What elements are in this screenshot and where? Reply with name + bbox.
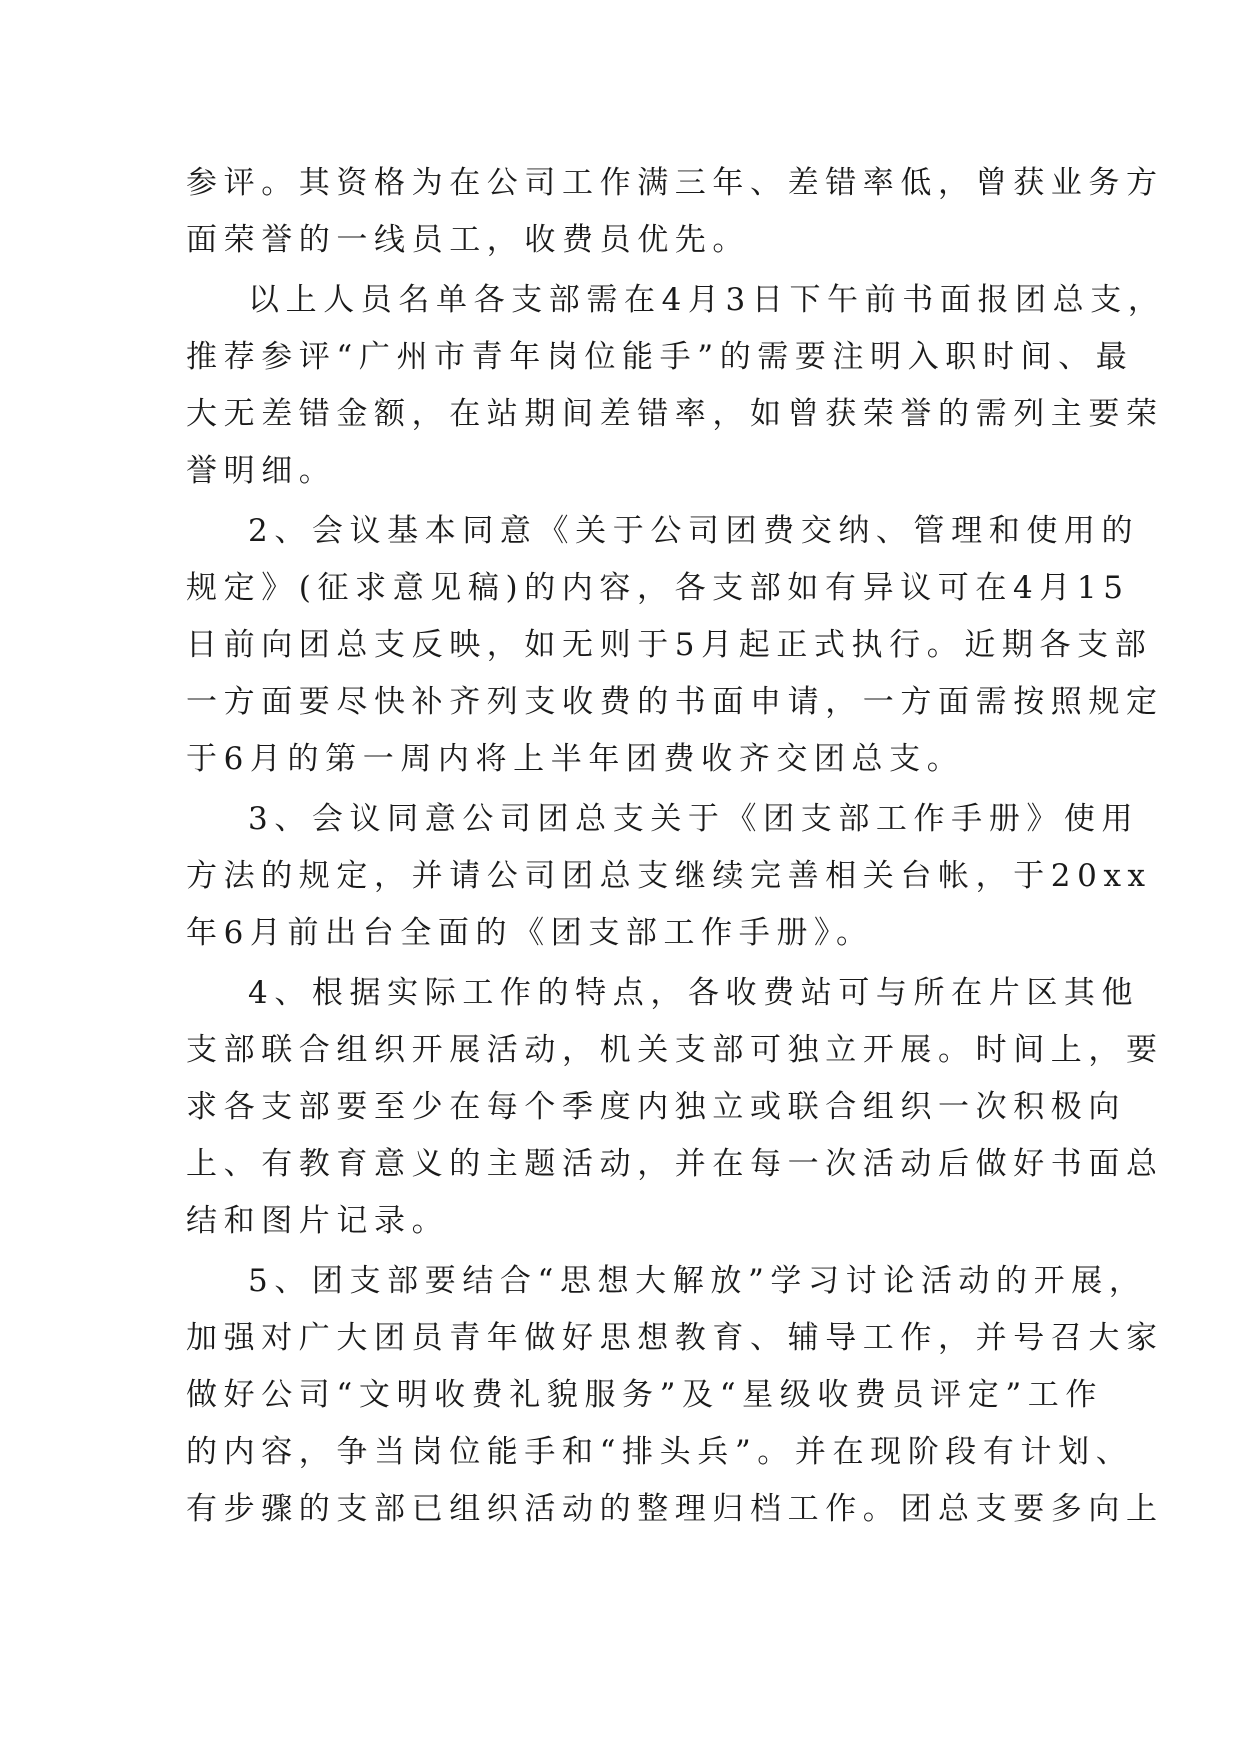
text-line: 规定》(征求意见稿)的内容，各支部如有异议可在4月15: [186, 570, 1130, 606]
text-line: 2、会议基本同意《关于公司团费交纳、管理和使用的: [248, 513, 1140, 549]
text-line: 有步骤的支部已组织活动的整理归档工作。团总支要多向上: [186, 1491, 1164, 1527]
text-line: 求各支部要至少在每个季度内独立或联合组织一次积极向: [186, 1089, 1126, 1125]
text-line: 结和图片记录。: [186, 1203, 450, 1239]
text-line: 的内容，争当岗位能手和“排头兵”。并在现阶段有计划、: [186, 1434, 1134, 1470]
text-line: 3、会议同意公司团总支关于《团支部工作手册》使用: [248, 801, 1140, 837]
text-line: 上、有教育意义的主题活动，并在每一次活动后做好书面总: [186, 1146, 1164, 1182]
text-line: 方法的规定，并请公司团总支继续完善相关台帐，于20xx: [186, 858, 1152, 894]
text-line: 面荣誉的一线员工，收费员优先。: [186, 222, 750, 258]
text-line: 大无差错金额，在站期间差错率，如曾获荣誉的需列主要荣: [186, 396, 1164, 432]
text-line: 5、团支部要结合“思想大解放”学习讨论活动的开展，: [248, 1263, 1147, 1299]
text-line: 年6月前出台全面的《团支部工作手册》。: [186, 915, 874, 951]
text-line: 于6月的第一周内将上半年团费收齐交团总支。: [186, 741, 965, 777]
text-line: 4、根据实际工作的特点，各收费站可与所在片区其他: [248, 975, 1140, 1011]
text-line: 参评。其资格为在公司工作满三年、差错率低，曾获业务方: [186, 165, 1164, 201]
text-line: 推荐参评“广州市青年岗位能手”的需要注明入职时间、最: [186, 339, 1134, 375]
text-line: 誉明细。: [186, 453, 337, 489]
text-line: 以上人员名单各支部需在4月3日下午前书面报团总支，: [248, 282, 1166, 318]
text-line: 日前向团总支反映，如无则于5月起正式执行。近期各支部: [186, 627, 1153, 663]
text-line: 做好公司“文明收费礼貌服务”及“星级收费员评定”工作: [186, 1377, 1103, 1413]
text-line: 加强对广大团员青年做好思想教育、辅导工作，并号召大家: [186, 1320, 1164, 1356]
text-line: 一方面要尽快补齐列支收费的书面申请，一方面需按照规定: [186, 684, 1164, 720]
text-line: 支部联合组织开展活动，机关支部可独立开展。时间上，要: [186, 1032, 1164, 1068]
